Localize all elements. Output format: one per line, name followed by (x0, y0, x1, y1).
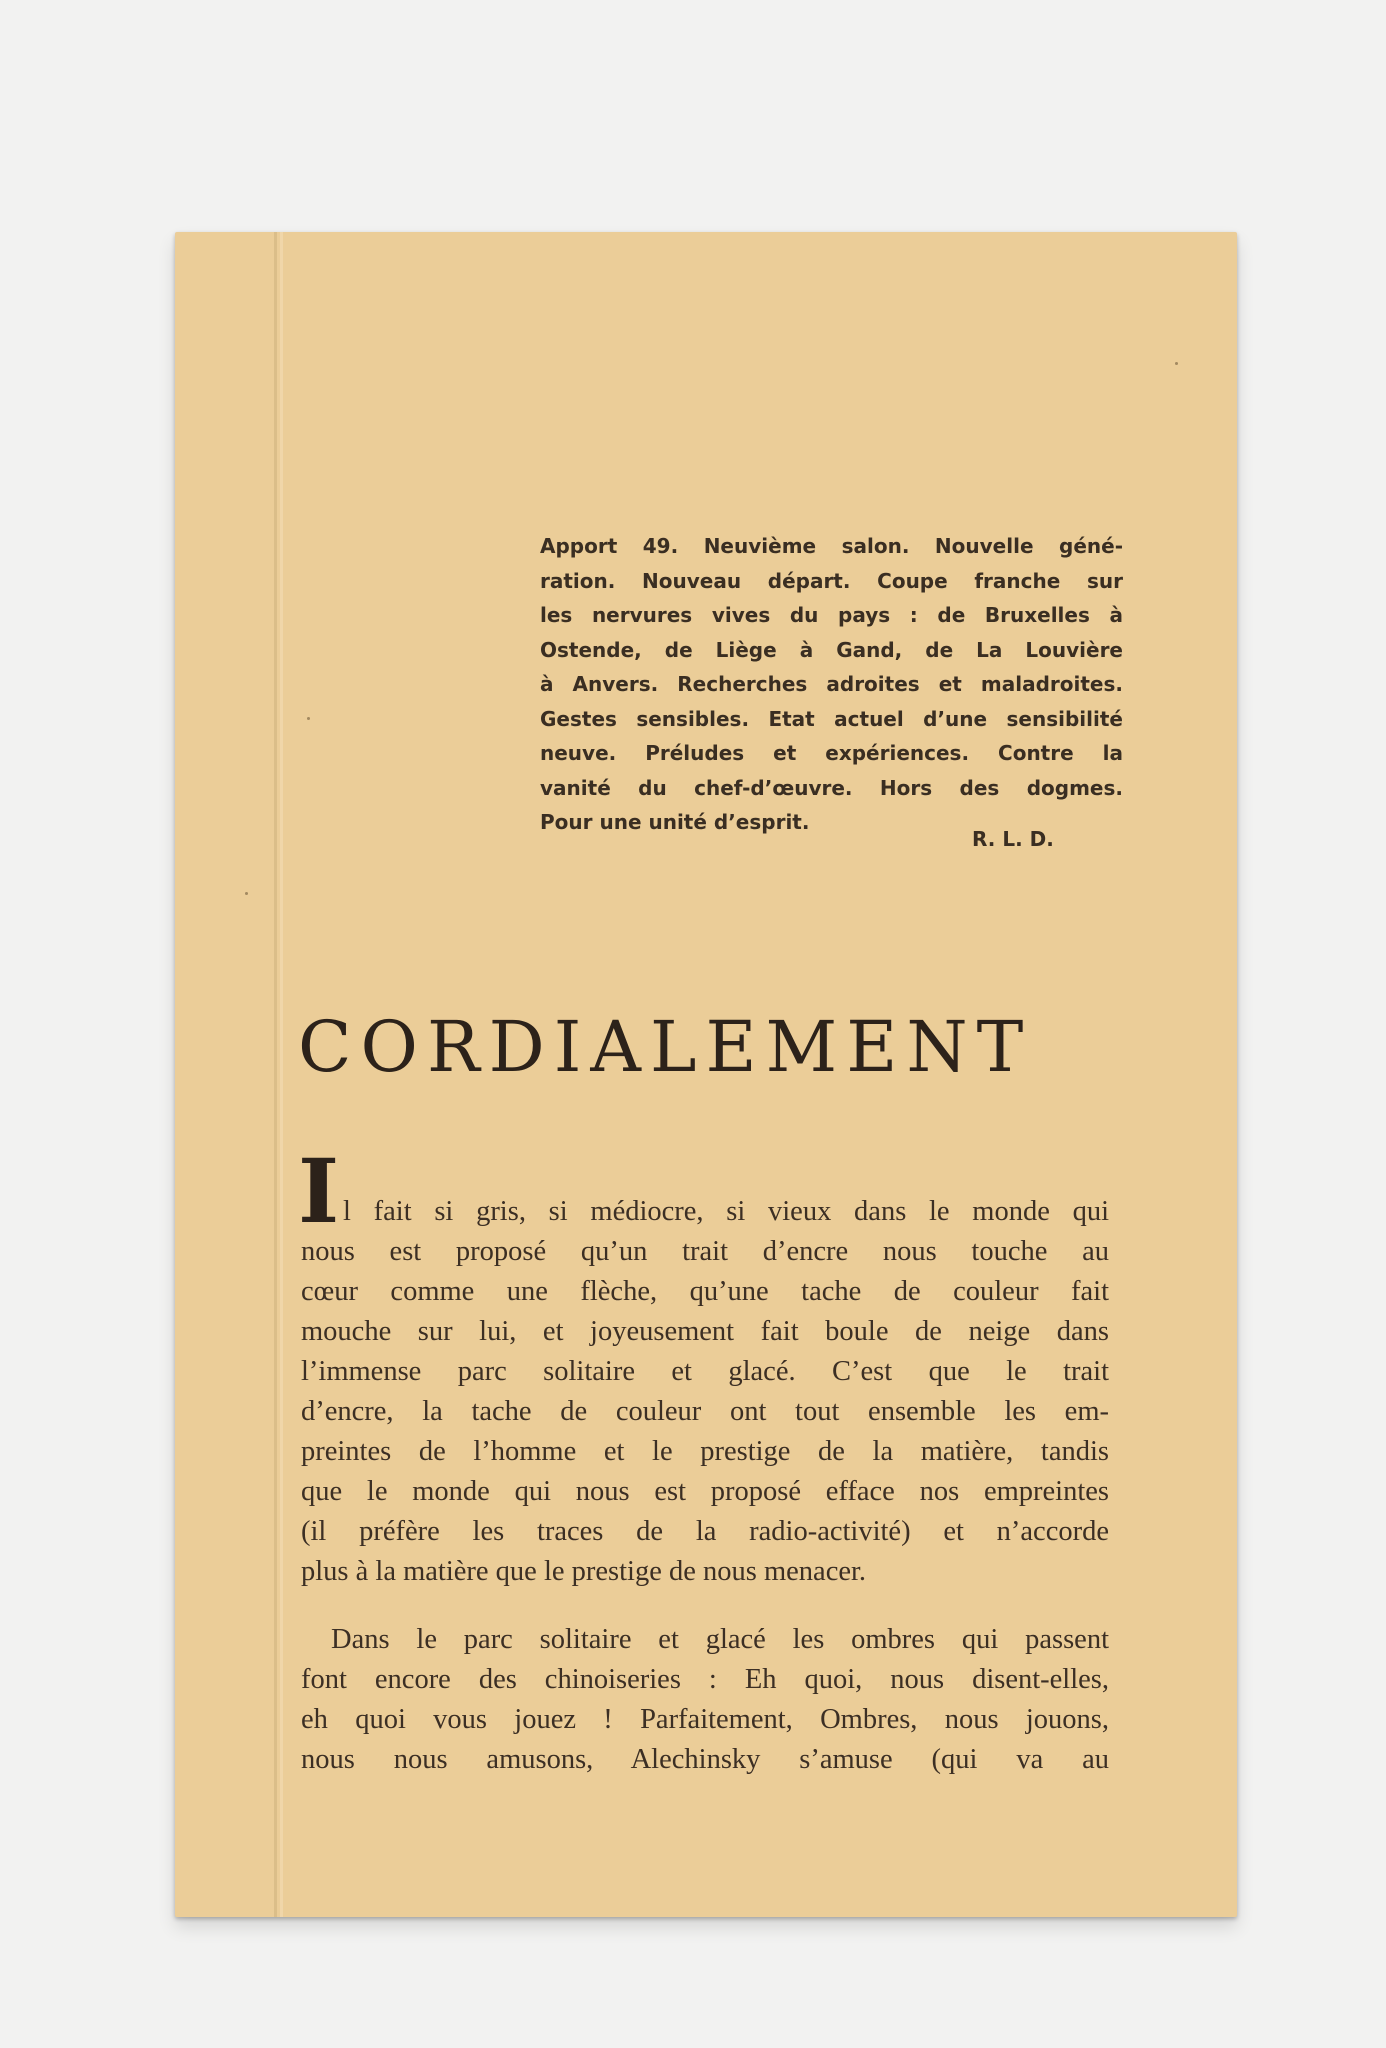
spine-crease (274, 232, 277, 1917)
author-initials: R. L. D. (972, 827, 1054, 851)
body-line: plus à la matière que le prestige de nous menacer. (301, 1556, 867, 1587)
intro-line: Pour une unité d’esprit. (540, 810, 810, 834)
intro-line: ration. Nouveau départ. Coupe franche sur (540, 568, 1123, 593)
body-line: mouche sur lui, et joyeusement fait boule de neige dans (301, 1316, 1109, 1347)
body-line: font encore des chinoiseries : Eh quoi, nous disent-elles, (301, 1664, 1109, 1695)
body-line: que le monde qui nous est proposé efface nos empreintes (301, 1476, 1109, 1507)
intro-line: les nervures vives du pays : de Bruxelles à (540, 603, 1123, 627)
intro-line: neuve. Préludes et expériences. Contre la (540, 741, 1123, 765)
body-line: Dans le parc solitaire et glacé les ombres qui passent (331, 1624, 1109, 1655)
body-line: cœur comme une flèche, qu’une tache de couleur fait (301, 1276, 1109, 1307)
spine-crease-highlight (280, 232, 283, 1917)
intro-line: Apport 49. Neuvième salon. Nouvelle géné- (540, 534, 1123, 558)
intro-line: Gestes sensibles. Etat actuel d’une sensibilité (540, 706, 1123, 731)
booklet-page (175, 232, 1237, 1917)
paragraph-2 (301, 1620, 1109, 1780)
paper-speck (1175, 362, 1178, 365)
body-line: d’encre, la tache de couleur ont tout ensemble les em- (301, 1396, 1109, 1427)
intro-line: Ostende, de Liège à Gand, de La Louvière (540, 637, 1123, 662)
drop-cap: I (298, 1139, 340, 1243)
body-line: (il préfère les traces de la radio-activité) et n’accorde (301, 1516, 1109, 1547)
intro-line: à Anvers. Recherches adroites et maladroites. (540, 672, 1123, 696)
body-text (301, 1192, 1109, 1780)
paper-speck (307, 717, 310, 720)
body-line: nous est proposé qu’un trait d’encre nous touche au (301, 1236, 1109, 1267)
body-line: l’immense parc solitaire et glacé. C’est que le trait (301, 1356, 1109, 1387)
intro-paragraph (540, 529, 1123, 840)
body-line: l fait si gris, si médiocre, si vieux dans le monde qui (343, 1196, 1109, 1227)
paper-speck (245, 892, 248, 895)
body-line: nous nous amusons, Alechinsky s’amuse (qui va au (301, 1744, 1109, 1775)
page-heading: CORDIALEMENT (298, 1006, 1033, 1088)
intro-line: vanité du chef-d’œuvre. Hors des dogmes. (540, 775, 1123, 800)
body-line: eh quoi vous jouez ! Parfaitement, Ombres, nous jouons, (301, 1704, 1109, 1735)
body-line: preintes de l’homme et le prestige de la matière, tandis (301, 1436, 1109, 1467)
paragraph-1 (301, 1192, 1109, 1592)
